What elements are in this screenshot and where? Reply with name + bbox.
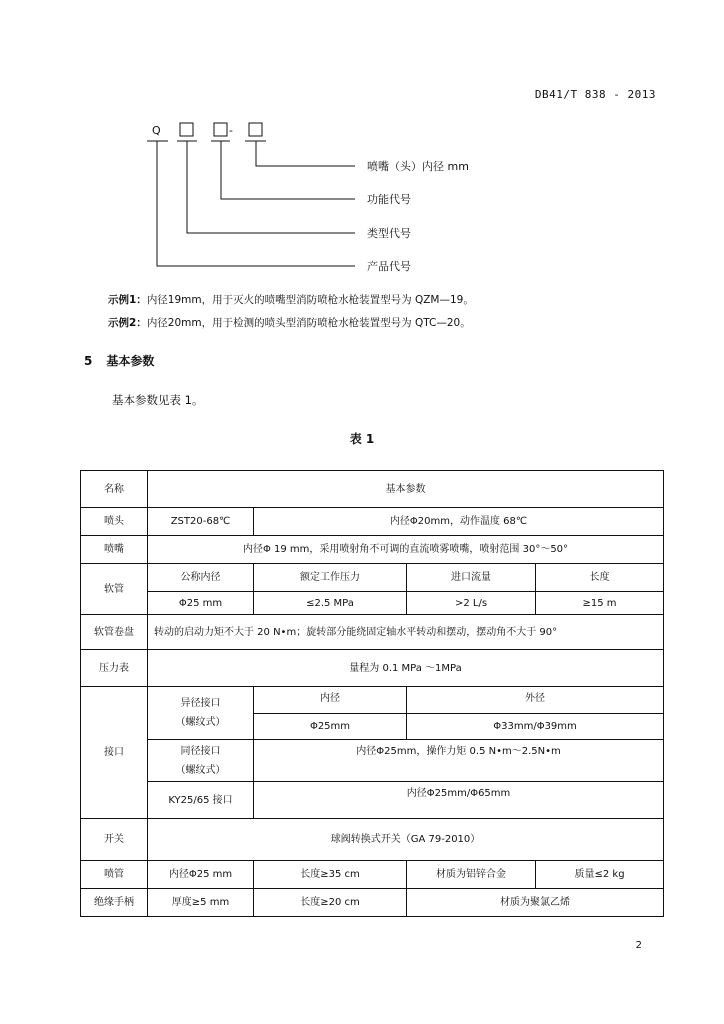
table-title: 表 1 — [349, 432, 375, 446]
example-2-label: 示例2： — [108, 317, 147, 329]
nozzle-spec: 内径Φ 19 mm，采用喷射角不可调的直流喷雾喷嘴，喷射范围 30°～50° — [148, 536, 664, 564]
parameter-table — [80, 470, 664, 917]
spray-pipe-length: 长度≥35 cm — [254, 861, 407, 889]
hose-value-length: ≥15 m — [536, 592, 664, 615]
same-diameter-spec: 内径Φ25mm，操作力矩 0.5 N•m～2.5N•m — [254, 740, 664, 782]
header-params: 基本参数 — [148, 471, 664, 508]
section-number: 5 — [84, 354, 93, 368]
model-dash: - — [229, 124, 233, 137]
row-switch — [81, 819, 664, 861]
handle-thickness: 厚度≥5 mm — [148, 889, 254, 917]
intro-paragraph: 基本参数见表 1。 — [112, 393, 204, 407]
nozzle-name: 喷嘴 — [81, 536, 148, 564]
label-product-code: 产品代号 — [367, 260, 411, 273]
sprinkler-spec: 内径Φ20mm，动作温度 68℃ — [254, 508, 664, 536]
hose-value-flow: >2 L/s — [407, 592, 536, 615]
row-hose-values — [81, 592, 664, 615]
hose-header-pressure: 额定工作压力 — [254, 564, 407, 592]
row-gauge — [81, 650, 664, 687]
hose-header-length: 长度 — [536, 564, 664, 592]
same-diameter-name-line1: 同径接口 — [180, 745, 221, 757]
function-code-box — [214, 123, 227, 136]
gauge-name: 压力表 — [81, 650, 148, 687]
row-sprinkler — [81, 508, 664, 536]
model-code-diagram — [0, 0, 724, 290]
handle-name: 绝缘手柄 — [81, 889, 148, 917]
hose-reel-spec: 转动的启动力矩不大于 20 N•m；旋转部分能绕固定轴水平转动和摆动，摆动角不大于 90° — [148, 615, 664, 650]
row-reducer-header — [81, 687, 664, 714]
hose-header-flow: 进口流量 — [407, 564, 536, 592]
label-nozzle-diameter: 喷嘴（头）内径 mm — [367, 160, 469, 173]
reducer-inner-label: 内径 — [254, 687, 407, 714]
section-title: 基本参数 — [106, 354, 155, 368]
spray-pipe-diameter: 内径Φ25 mm — [148, 861, 254, 889]
hose-header-diameter: 公称内径 — [148, 564, 254, 592]
reducer-name-line2: （螺纹式） — [175, 717, 226, 728]
ky-spec: 内径Φ25mm/Φ65mm — [254, 782, 664, 819]
spray-pipe-mass: 质量≤2 kg — [536, 861, 664, 889]
function-leader-line — [221, 141, 355, 199]
interface-name: 接口 — [81, 687, 148, 819]
nozzle-leader-line — [256, 141, 355, 166]
model-prefix: Q — [152, 124, 161, 137]
handle-length: 长度≥20 cm — [254, 889, 407, 917]
example-2 — [108, 315, 471, 330]
example-1-label: 示例1： — [108, 294, 147, 306]
ky-name: KY25/65 接口 — [148, 782, 254, 819]
spray-pipe-material: 材质为铝锌合金 — [407, 861, 536, 889]
row-nozzle — [81, 536, 664, 564]
table-header-row — [81, 471, 664, 508]
row-same-diameter — [81, 740, 664, 782]
row-hose-reel — [81, 615, 664, 650]
reducer-inner-value: Φ25mm — [254, 714, 407, 740]
switch-spec: 球阀转换式开关（GA 79-2010） — [148, 819, 664, 861]
reducer-name — [148, 687, 254, 740]
label-function-code: 功能代号 — [367, 193, 411, 206]
sprinkler-model: ZST20-68℃ — [148, 508, 254, 536]
row-hose-header — [81, 564, 664, 592]
hose-reel-name: 软管卷盘 — [81, 615, 148, 650]
section-heading — [84, 352, 154, 369]
handle-material: 材质为聚氯乙烯 — [407, 889, 664, 917]
page-number: 2 — [635, 940, 642, 951]
label-type-code: 类型代号 — [367, 227, 411, 240]
example-2-text: 内径20mm，用于检测的喷头型消防喷枪水枪装置型号为 QTC—20。 — [146, 317, 471, 329]
example-1 — [108, 292, 474, 307]
header-name: 名称 — [81, 471, 148, 508]
hose-name: 软管 — [81, 564, 148, 615]
spray-pipe-name: 喷管 — [81, 861, 148, 889]
standard-code: DB41/T 838 - 2013 — [534, 88, 656, 101]
gauge-spec: 量程为 0.1 MPa ～1MPa — [148, 650, 664, 687]
same-diameter-name-line2: （螺纹式） — [175, 764, 226, 776]
row-handle — [81, 889, 664, 917]
reducer-outer-value: Φ33mm/Φ39mm — [407, 714, 664, 740]
reducer-outer-label: 外径 — [407, 687, 664, 714]
row-ky-a — [81, 782, 664, 802]
switch-name: 开关 — [81, 819, 148, 861]
example-1-text: 内径19mm，用于灭火的喷嘴型消防喷枪水枪装置型号为 QZM—19。 — [146, 294, 474, 306]
row-spray-pipe — [81, 861, 664, 889]
reducer-name-line1: 异径接口 — [180, 698, 221, 709]
hose-value-pressure: ≤2.5 MPa — [254, 592, 407, 615]
nozzle-code-box — [249, 123, 262, 136]
hose-value-diameter: Φ25 mm — [148, 592, 254, 615]
type-leader-line — [187, 141, 355, 233]
type-code-box — [180, 123, 193, 136]
same-diameter-name — [148, 740, 254, 782]
sprinkler-name: 喷头 — [81, 508, 148, 536]
